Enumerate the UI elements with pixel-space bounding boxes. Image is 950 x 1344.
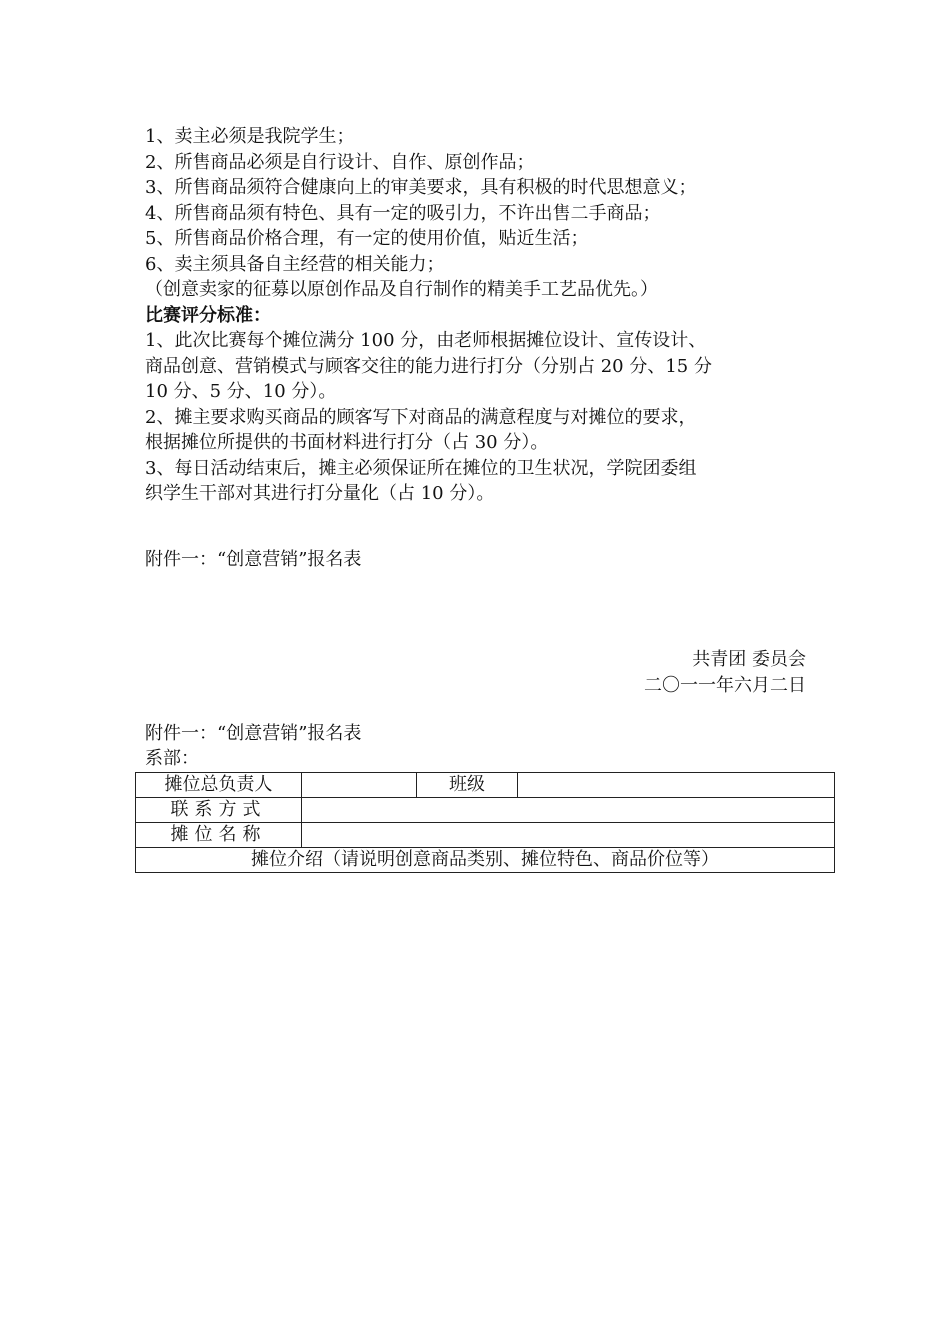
requirement-line: 2、所售商品必须是自行设计、自作、原创作品； — [145, 151, 535, 173]
class-label: 班级 — [417, 773, 518, 798]
scoring-line: 织学生干部对其进行打分量化（占 10 分）。 — [145, 483, 495, 504]
requirements-and-scoring — [145, 124, 835, 507]
requirement-line: 5、所售商品价格合理，有一定的使用价值，贴近生活； — [145, 228, 589, 249]
attachment-note: 附件一：“创意营销”报名表 — [145, 549, 362, 570]
table-row — [136, 848, 835, 873]
form-title: 附件一：“创意营销”报名表 — [145, 723, 362, 744]
stall-name-label: 摊位名称 — [136, 823, 302, 848]
signature-date: 二〇一一年六月二日 — [644, 675, 806, 696]
dept-label: 系部： — [145, 748, 199, 769]
requirement-line: 3、所售商品须符合健康向上的审美要求，具有积极的时代思想意义； — [145, 177, 697, 198]
form-header — [145, 721, 361, 771]
scoring-line: 1、此次比赛每个摊位满分 100 分，由老师根据摊位设计、宣传设计、 — [145, 330, 707, 351]
table-row — [136, 823, 835, 848]
registration-form-table — [135, 772, 835, 873]
requirement-line: 4、所售商品须有特色、具有一定的吸引力，不许出售二手商品； — [145, 202, 661, 224]
table-row — [136, 773, 835, 798]
contact-field[interactable] — [302, 798, 835, 823]
requirement-line: 1、卖主必须是我院学生； — [145, 126, 355, 147]
scoring-line: 10 分、5 分、10 分）。 — [145, 381, 337, 402]
scoring-line: 3、每日活动结束后，摊主必须保证所在摊位的卫生状况，学院团委组 — [145, 457, 697, 479]
scoring-line: 2、摊主要求购买商品的顾客写下对商品的满意程度与对摊位的要求， — [145, 406, 697, 428]
stall-name-field[interactable] — [302, 823, 835, 848]
table-row — [136, 798, 835, 823]
requirement-line: 6、卖主须具备自主经营的相关能力； — [145, 253, 445, 275]
scoring-line: 根据摊位所提供的书面材料进行打分（占 30 分）。 — [145, 432, 549, 453]
stall-manager-field[interactable] — [302, 773, 417, 798]
stall-manager-label: 摊位总负责人 — [136, 773, 302, 798]
contact-label: 联系方式 — [136, 798, 302, 823]
scoring-line: 商品创意、营销模式与顾客交往的能力进行打分（分别占 20 分、15 分 — [145, 355, 712, 377]
stall-intro-label: 摊位介绍（请说明创意商品类别、摊位特色、商品价位等） — [136, 848, 835, 873]
requirement-note: （创意卖家的征募以原创作品及自行制作的精美手工艺品优先。） — [145, 279, 658, 300]
signature-block — [644, 647, 806, 699]
class-field[interactable] — [518, 773, 835, 798]
signature-org: 共青团 委员会 — [692, 649, 806, 670]
scoring-heading: 比赛评分标准： — [145, 304, 271, 326]
